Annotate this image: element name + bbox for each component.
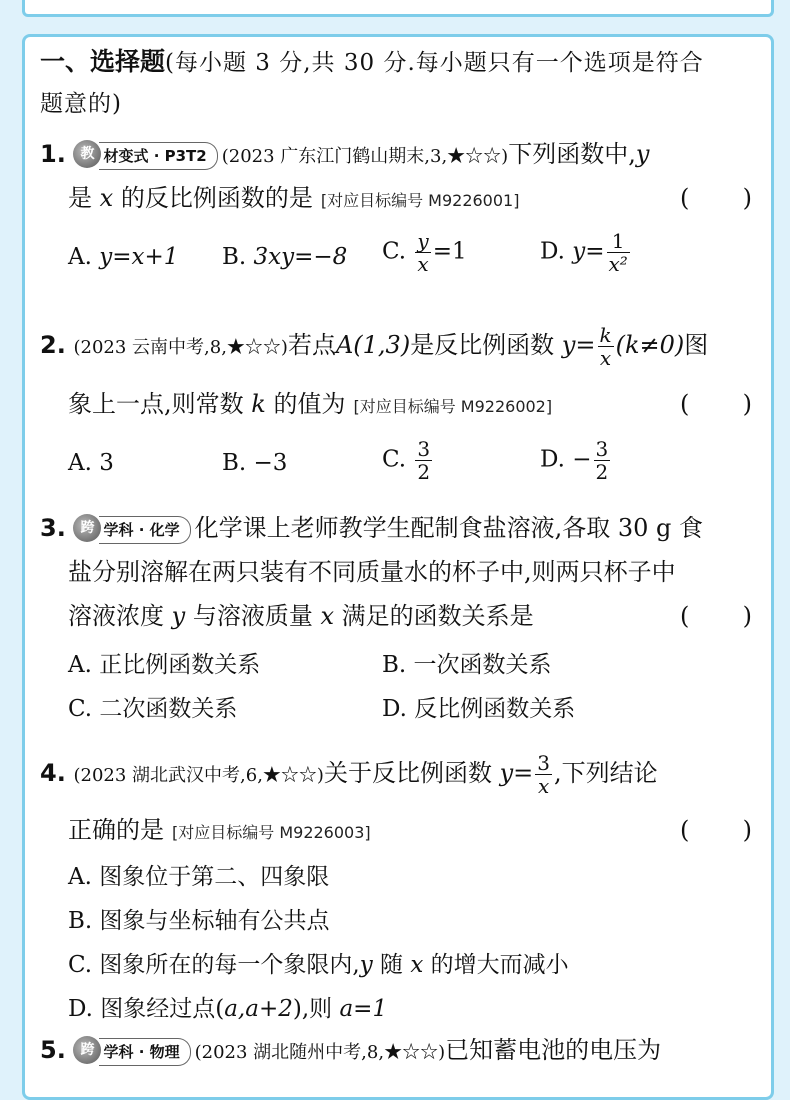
q2-opt-d-fraction <box>594 438 611 483</box>
q5-line1 <box>40 1034 661 1069</box>
q1-option-d <box>540 230 632 275</box>
q3-paren-right: ) <box>742 602 752 630</box>
q2-line2-b: 的值为 <box>273 390 346 418</box>
q4-opt-d-a: D. 图象经过点( <box>68 996 225 1022</box>
q4-opt-d-pt: a,a+2 <box>224 996 293 1022</box>
q3-option-d: D. 反比例函数关系 <box>382 696 576 722</box>
q4-source: (2023 湖北武汉中考,6,★☆☆) <box>73 765 324 786</box>
q2-opt-d-label: D. <box>540 446 565 473</box>
q2-opt-c-fraction <box>415 438 432 483</box>
q1-opt-d-label: D. <box>540 238 565 265</box>
q3-line1-text: 化学课上老师教学生配制食盐溶液,各取 30 g 食 <box>194 514 704 542</box>
q1-opt-c-label: C. <box>382 238 407 265</box>
q2-opt-c-den: 2 <box>417 460 431 484</box>
q4-answer-blank[interactable] <box>680 814 760 846</box>
q1-opt-d-den: x² <box>608 252 628 276</box>
q4-frac-num: 3 <box>537 751 550 775</box>
q1-tag-label: 材变式 · P3T2 <box>103 146 207 165</box>
q4-paren-left: ( <box>680 816 690 844</box>
q4-option-c <box>68 946 569 979</box>
q1-tag <box>80 142 217 170</box>
q2-text-c: 图 <box>684 331 709 359</box>
q4-opt-d-b: ),则 <box>292 996 333 1022</box>
q1-opt-c-fraction <box>415 230 430 275</box>
q2-lhs: y= <box>561 331 596 359</box>
q1-code: [对应目标编号 M9226001] <box>320 191 520 210</box>
q5-number: 5. <box>40 1036 66 1064</box>
q2-opt-a-text: 3 <box>99 450 114 476</box>
q1-option-b <box>222 244 347 270</box>
q4-fraction <box>535 752 552 797</box>
q2-opt-c-label: C. <box>382 446 407 473</box>
q3-line3 <box>40 600 760 632</box>
q2-line2-a: 象上一点,则常数 <box>68 390 244 418</box>
q4-line2-text: 正确的是 <box>68 816 164 844</box>
q1-var-x: x <box>99 184 114 212</box>
q1-opt-b-label: B. <box>222 244 247 270</box>
q4-opt-c-c: 的增大而减小 <box>430 952 569 978</box>
q3-var-x: x <box>320 602 335 630</box>
q1-option-c <box>382 230 467 275</box>
q2-code: [对应目标编号 M9226002] <box>353 397 553 416</box>
q4-opt-c-b: 随 <box>380 952 404 978</box>
q2-line1 <box>40 324 708 369</box>
q1-text-a: 下列函数中, <box>508 140 636 168</box>
q2-opt-b-text: −3 <box>253 450 288 476</box>
q2-text-a: 若点 <box>287 331 336 359</box>
q1-opt-b-text: 3xy=−8 <box>253 244 348 270</box>
q2-option-c <box>382 438 434 483</box>
q2-paren-right: ) <box>742 390 752 418</box>
q2-paren-left: ( <box>680 390 690 418</box>
q1-paren-right: ) <box>742 184 752 212</box>
q3-option-a: A. 正比例函数关系 <box>68 652 261 678</box>
q2-frac-den: x <box>599 346 612 370</box>
q1-var-y: y <box>635 140 650 168</box>
q5-text: 已知蓄电池的电压为 <box>445 1036 662 1064</box>
q3-tag <box>80 516 190 544</box>
q2-source: (2023 云南中考,8,★☆☆) <box>73 337 288 358</box>
section-heading: 一、选择题 <box>40 47 166 76</box>
q1-opt-c-rest: =1 <box>432 238 467 265</box>
q1-answer-blank[interactable] <box>680 182 760 214</box>
q2-opt-a-label: A. <box>68 450 92 476</box>
q2-frac-num: k <box>599 323 612 347</box>
q1-opt-c-num: y <box>417 229 429 253</box>
q1-line1 <box>40 138 649 173</box>
q1-number: 1. <box>40 140 66 168</box>
q4-line2 <box>40 814 760 849</box>
section-desc-1: (每小题 3 分,共 30 分.每小题只有一个选项是符合 <box>165 50 704 76</box>
cross-subject-icon: 跨 <box>73 1036 101 1064</box>
q3-line3-b: 与溶液质量 <box>192 602 313 630</box>
q1-opt-a-text: y=x+1 <box>99 244 179 270</box>
q3-line2: 盐分别溶解在两只装有不同质量水的杯子中,则两只杯子中 <box>68 558 676 586</box>
q1-opt-c-den: x <box>417 252 429 276</box>
q1-opt-d-num: 1 <box>607 230 630 253</box>
q3-line1 <box>40 512 703 544</box>
q5-tag <box>80 1038 190 1066</box>
question-content <box>40 0 760 1065</box>
q1-text-b: 是 <box>68 184 92 212</box>
q3-var-y: y <box>171 602 186 630</box>
q3-line3-a: 溶液浓度 <box>68 602 164 630</box>
q4-lhs: y= <box>499 759 534 787</box>
q2-opt-c-num: 3 <box>417 437 431 461</box>
q2-line2 <box>40 388 760 423</box>
q4-opt-c-x: x <box>410 952 424 978</box>
q1-opt-d-lhs: y= <box>572 238 605 265</box>
q4-option-a: A. 图象位于第二、四象限 <box>68 864 330 890</box>
textbook-icon: 教 <box>73 140 101 168</box>
q2-number: 2. <box>40 331 66 359</box>
q2-answer-blank[interactable] <box>680 388 760 420</box>
q5-tag-label: 学科 · 物理 <box>103 1042 180 1061</box>
q2-option-b <box>222 450 287 476</box>
section-desc-2: 题意的) <box>40 91 122 117</box>
q2-opt-d-num: 3 <box>595 437 609 461</box>
q1-opt-a-label: A. <box>68 244 92 270</box>
q4-frac-den: x <box>537 774 550 798</box>
q2-text-b: 是反比例函数 <box>410 331 555 359</box>
q2-opt-b-label: B. <box>222 450 247 476</box>
q3-option-b: B. 一次函数关系 <box>382 652 552 678</box>
q5-source: (2023 湖北随州中考,8,★☆☆) <box>194 1042 446 1063</box>
q4-option-b: B. 图象与坐标轴有公共点 <box>68 908 330 934</box>
q2-point: A(1,3) <box>335 331 411 359</box>
q3-line3-c: 满足的函数关系是 <box>341 602 534 630</box>
q4-line1 <box>40 752 658 797</box>
q1-opt-d-fraction <box>607 230 630 275</box>
q2-fraction <box>598 324 614 369</box>
q4-opt-d-eq: a=1 <box>339 996 388 1022</box>
q3-option-c: C. 二次函数关系 <box>68 696 238 722</box>
q2-cond: (k≠0) <box>615 331 685 359</box>
q2-opt-d-sign: − <box>572 446 592 473</box>
q3-number: 3. <box>40 514 66 542</box>
q4-number: 4. <box>40 759 66 787</box>
q4-code: [对应目标编号 M9226003] <box>172 823 371 842</box>
q3-paren-left: ( <box>680 602 690 630</box>
q2-option-d <box>540 438 612 483</box>
q4-opt-c-a: C. 图象所在的每一个象限内, <box>68 952 360 978</box>
q1-source: (2023 广东江门鹤山期末,3,★☆☆) <box>221 146 509 167</box>
section-header <box>40 46 704 79</box>
q1-paren-left: ( <box>680 184 690 212</box>
q4-text-b: ,下列结论 <box>554 759 658 787</box>
q2-var-k: k <box>251 390 266 418</box>
q4-option-d <box>68 990 387 1023</box>
q4-text-a: 关于反比例函数 <box>323 759 492 787</box>
q1-text-c: 的反比例函数的是 <box>120 184 313 212</box>
q3-answer-blank[interactable] <box>680 600 760 632</box>
q2-option-a <box>68 450 114 476</box>
cross-subject-icon: 跨 <box>73 514 101 542</box>
q3-tag-label: 学科 · 化学 <box>103 520 180 539</box>
q4-opt-c-y: y <box>359 952 373 978</box>
q1-line2 <box>40 182 760 217</box>
q1-option-a <box>68 244 178 270</box>
q2-opt-d-den: 2 <box>595 460 609 484</box>
q4-paren-right: ) <box>742 816 752 844</box>
